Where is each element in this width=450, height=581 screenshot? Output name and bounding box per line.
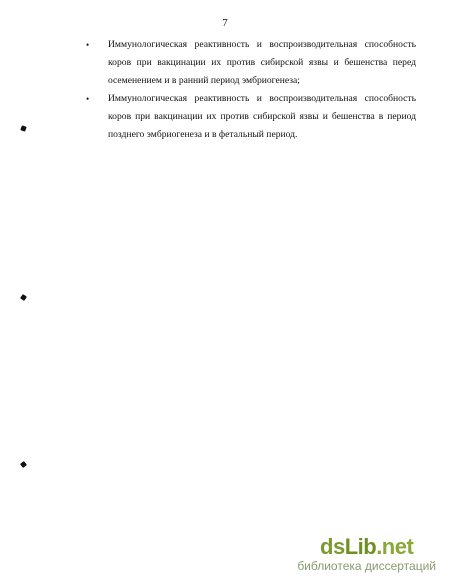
page-number: 7 xyxy=(222,17,228,29)
logo-lib: Lib xyxy=(344,534,377,559)
list-item xyxy=(86,90,416,144)
scan-mark xyxy=(20,461,27,468)
watermark-caption: библиотека диссертаций xyxy=(297,559,436,573)
logo-net: .net xyxy=(376,534,414,559)
watermark-logo xyxy=(297,535,436,559)
scan-mark xyxy=(20,294,27,301)
list-item xyxy=(86,36,416,90)
scan-mark xyxy=(20,125,26,131)
watermark xyxy=(297,535,436,573)
logo-ds: ds xyxy=(320,534,345,559)
bullet-icon: • xyxy=(86,40,90,50)
list-item-text: Иммунологическая реактивность и воспроизводительная способность коров при вакцинации их против сибирской язвы и бешенства перед осеменением и в ранний период эмбриогенеза; xyxy=(108,39,416,86)
list-item-text: Иммунологическая реактивность и воспроизводительная способность коров при вакцинации их против сибирской язвы и бешенства в период позднего эмбриогенеза и в фетальный период. xyxy=(108,93,416,140)
bullet-icon: • xyxy=(86,94,90,104)
bullet-list xyxy=(86,36,416,144)
